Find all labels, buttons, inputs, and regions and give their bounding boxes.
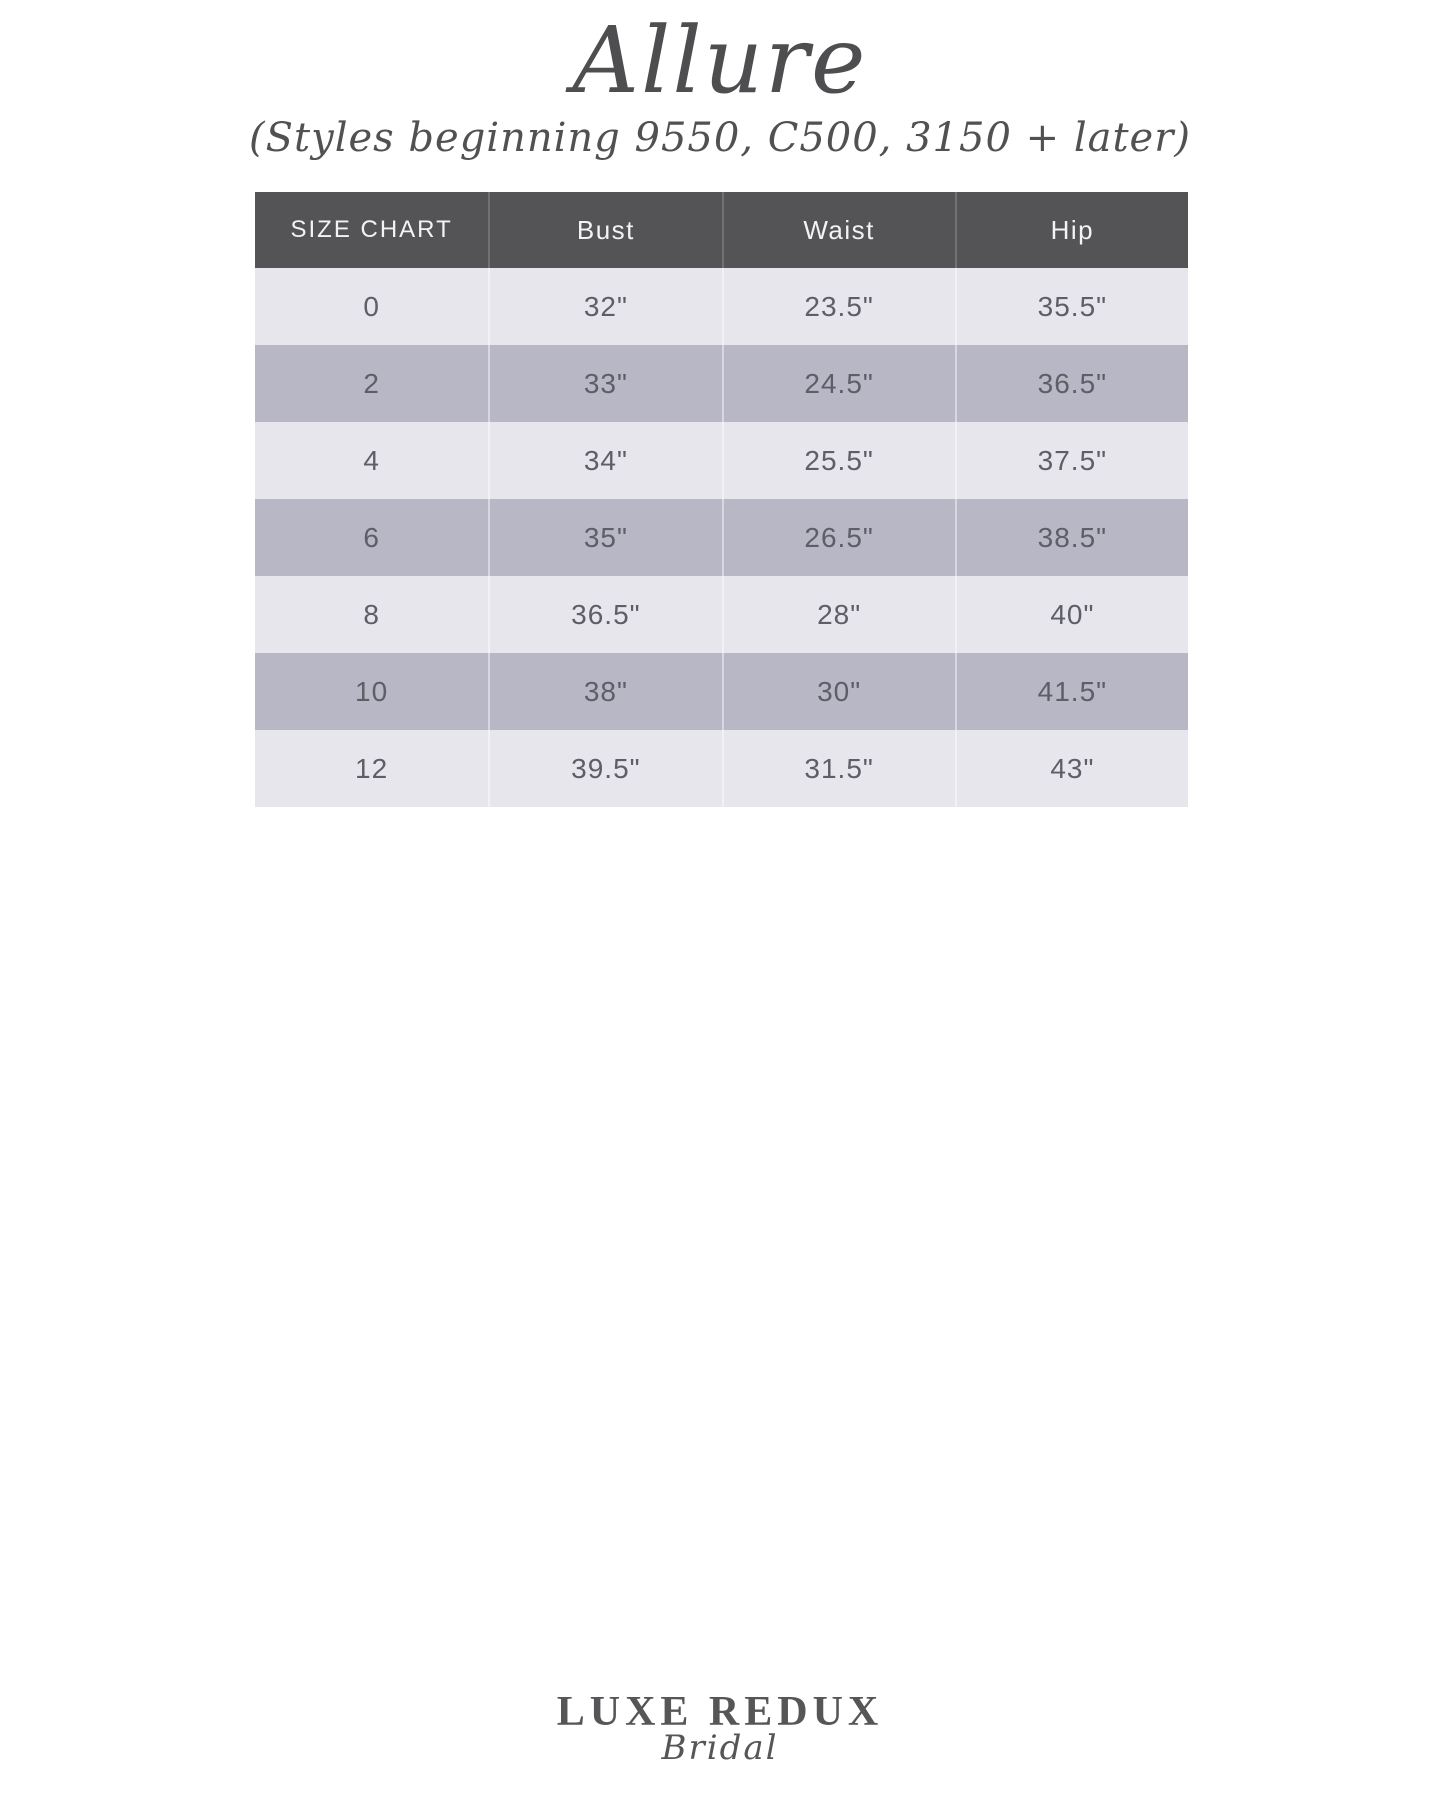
bust-cell: 39.5" [488, 730, 721, 807]
bust-cell: 35" [488, 499, 721, 576]
table-row [255, 730, 1188, 807]
size-chart-table [255, 192, 1188, 807]
waist-cell: 30" [722, 653, 955, 730]
size-cell: 12 [355, 752, 389, 784]
bust-cell: 32" [488, 268, 721, 345]
bust-cell: 36.5" [488, 576, 721, 653]
table-row [255, 499, 1188, 576]
waist-cell: 24.5" [722, 345, 955, 422]
size-cell: 6 [363, 521, 380, 553]
hip-cell: 36.5" [955, 345, 1188, 422]
hip-cell: 38.5" [955, 499, 1188, 576]
bust-cell: 33" [488, 345, 721, 422]
table-header-row [255, 192, 1188, 268]
waist-cell: 26.5" [722, 499, 955, 576]
logo-bridal-script: Bridal [661, 1728, 779, 1768]
waist-cell: 25.5" [722, 422, 955, 499]
size-cell: 10 [355, 675, 389, 707]
column-header-waist: Waist [722, 192, 955, 268]
table-row [255, 576, 1188, 653]
waist-cell: 31.5" [722, 730, 955, 807]
size-cell: 2 [363, 367, 380, 399]
column-header-hip: Hip [955, 192, 1188, 268]
column-header-size-chart: SIZE CHART [290, 216, 453, 243]
waist-cell: 28" [722, 576, 955, 653]
hip-cell: 41.5" [955, 653, 1188, 730]
hip-cell: 35.5" [955, 268, 1188, 345]
waist-cell: 23.5" [722, 268, 955, 345]
table-row [255, 268, 1188, 345]
bust-cell: 38" [488, 653, 721, 730]
size-cell: 4 [363, 444, 380, 476]
brand-header [0, 0, 1440, 160]
size-cell: 0 [363, 290, 380, 322]
column-header-bust: Bust [488, 192, 721, 268]
table-row [255, 345, 1188, 422]
size-cell: 8 [363, 598, 380, 630]
table-row [255, 653, 1188, 730]
footer-logo [0, 1688, 1440, 1768]
brand-title: Allure [572, 7, 868, 114]
logo-luxe-redux: LUXE REDUX [556, 1689, 884, 1735]
style-note: (Styles beginning 9550, C500, 3150 + later) [249, 114, 1191, 161]
hip-cell: 40" [955, 576, 1188, 653]
hip-cell: 37.5" [955, 422, 1188, 499]
table-row [255, 422, 1188, 499]
bust-cell: 34" [488, 422, 721, 499]
hip-cell: 43" [955, 730, 1188, 807]
